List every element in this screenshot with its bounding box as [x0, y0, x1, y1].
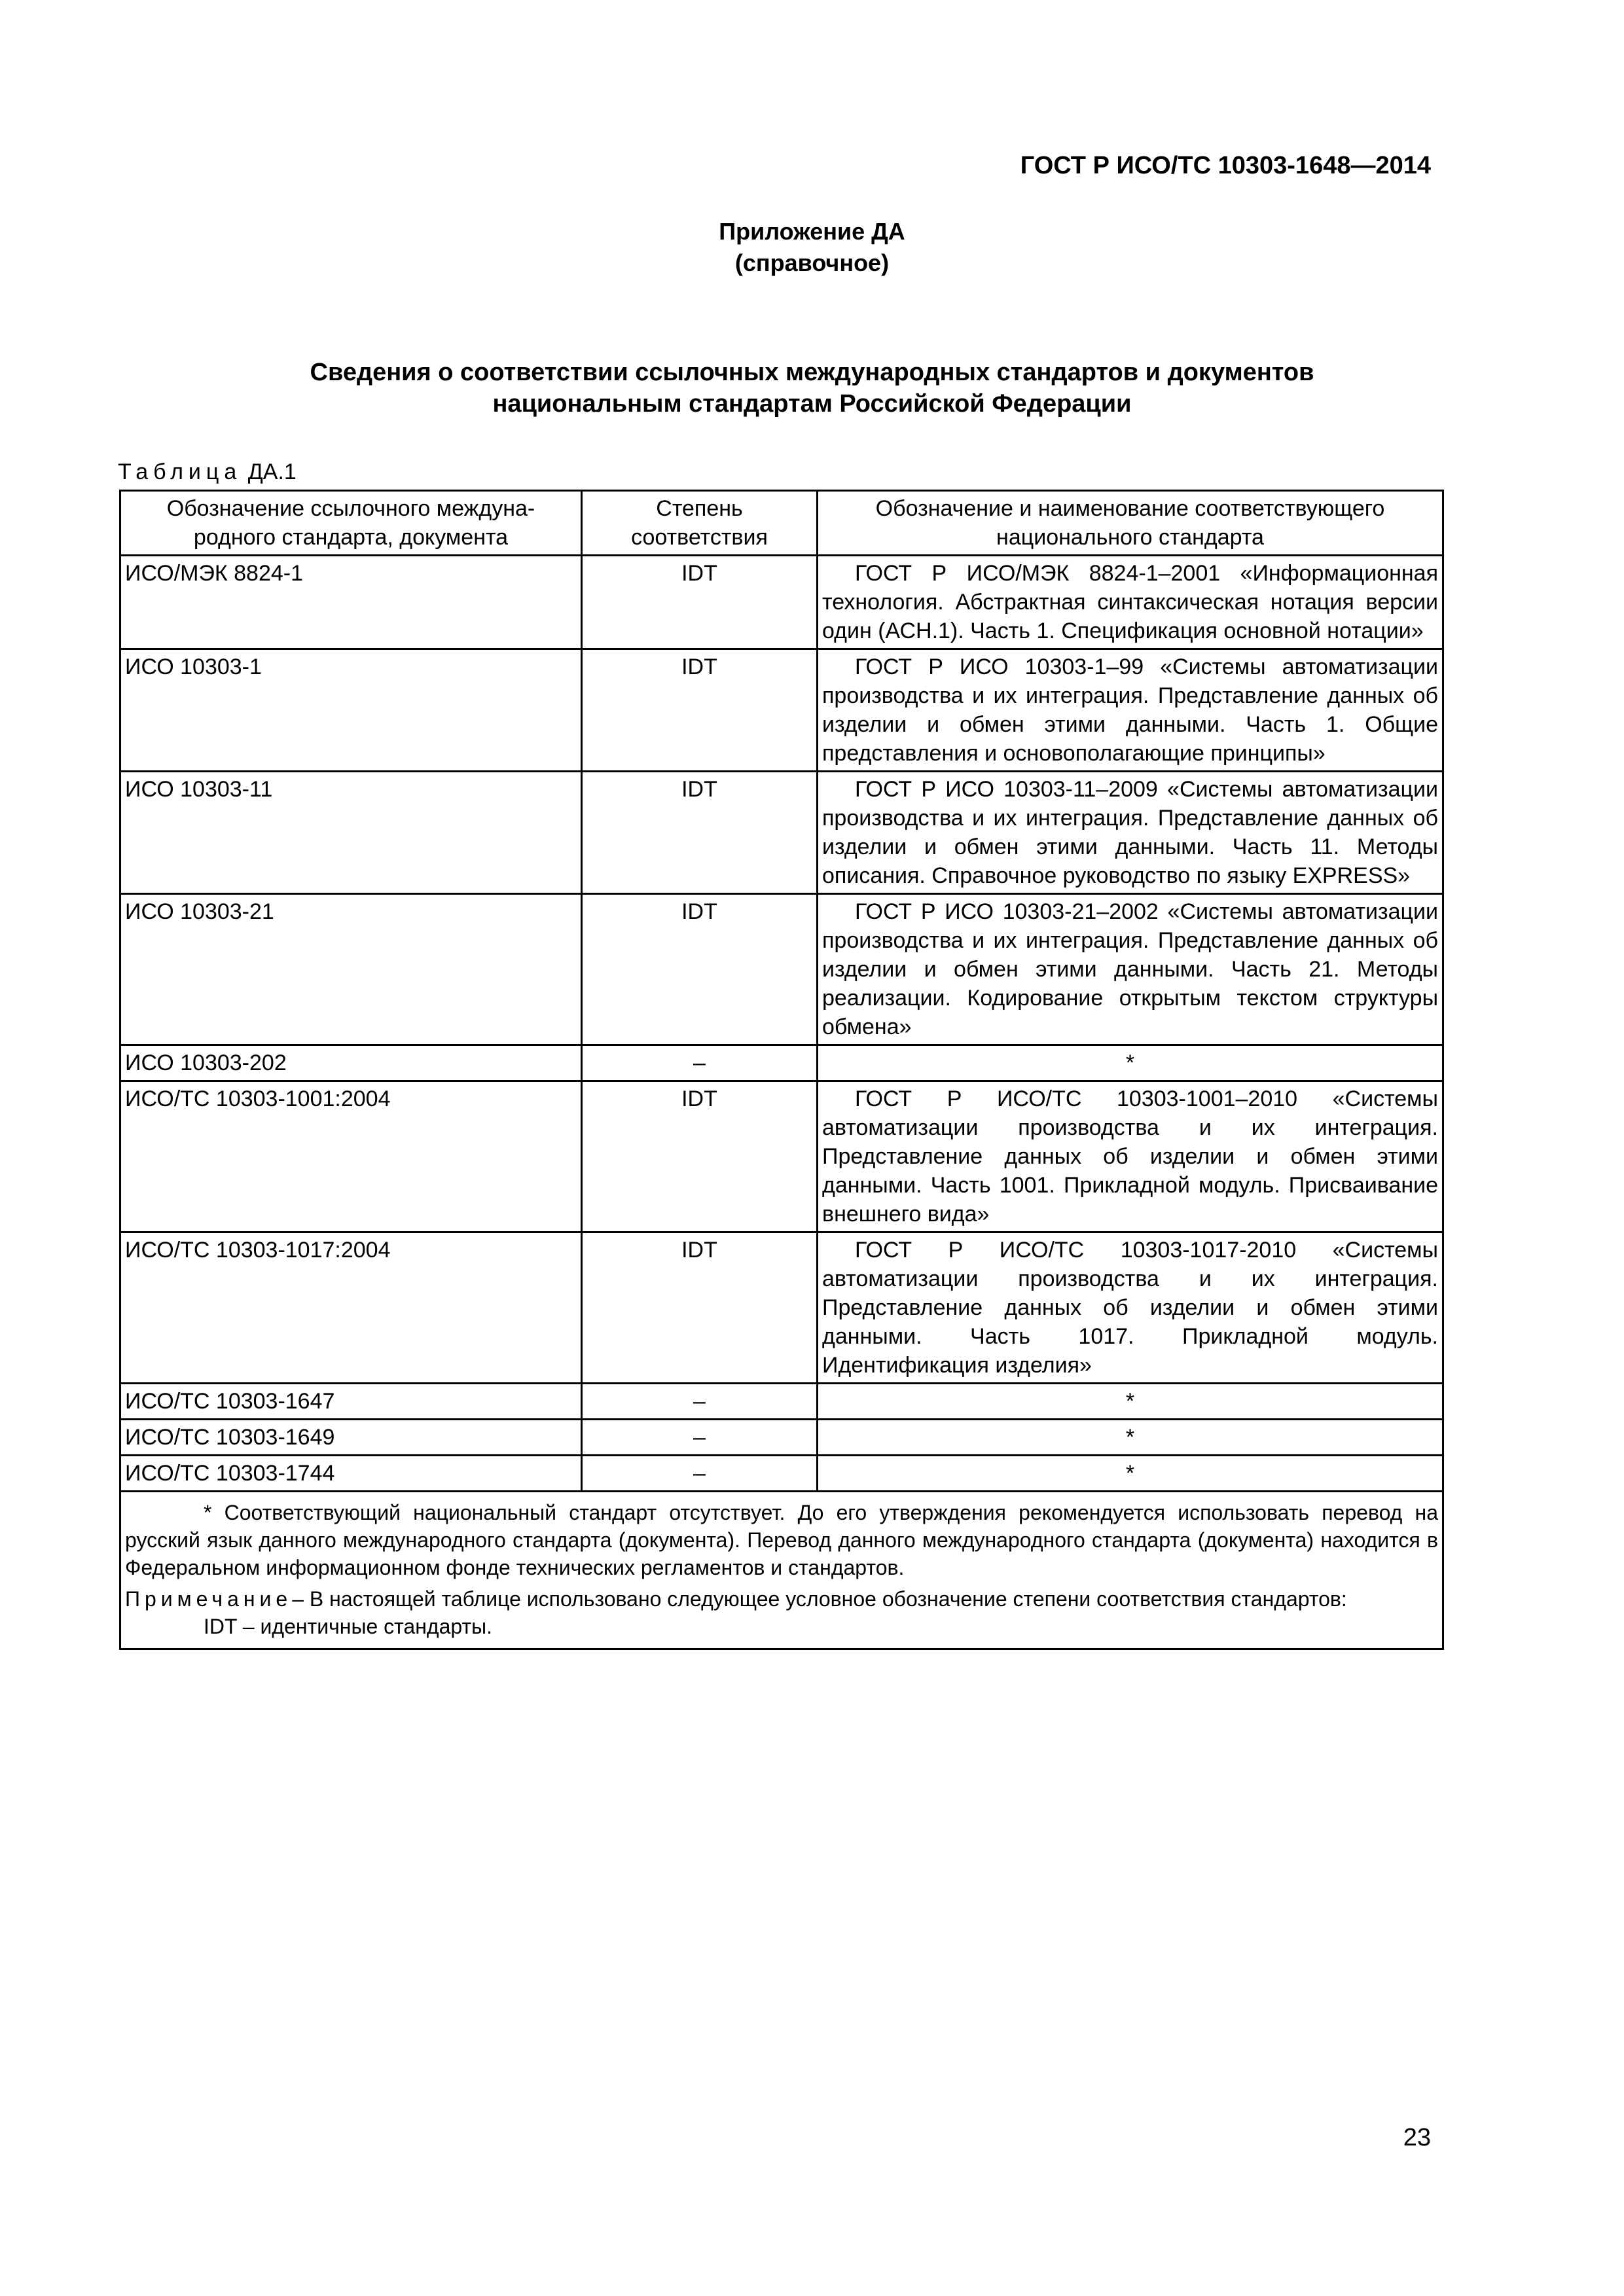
- cell-reference-standard: ИСО 10303-202: [120, 1045, 582, 1081]
- cell-reference-standard: ИСО/ТС 10303-1744: [120, 1456, 582, 1492]
- cell-national-standard: [818, 1232, 1443, 1384]
- table-row: [120, 1081, 1443, 1232]
- table-row: [120, 1045, 1443, 1081]
- table-body: [120, 556, 1443, 1492]
- cell-reference-standard: ИСО/ТС 10303-1647: [120, 1384, 582, 1420]
- table-row: [120, 1456, 1443, 1492]
- table-row: [120, 1384, 1443, 1420]
- cell-degree: IDT: [582, 1232, 818, 1384]
- cell-reference-standard: ИСО/ТС 10303-1017:2004: [120, 1232, 582, 1384]
- table-caption: [118, 458, 297, 486]
- appendix-subtitle: (справочное): [734, 249, 890, 276]
- section-title: [0, 357, 1624, 420]
- table-row: [120, 894, 1443, 1045]
- cell-degree: IDT: [582, 772, 818, 894]
- national-standard-text: ГОСТ Р ИСО/ТС 10303-1017-2010 «Системы автоматизации производства и их интеграция. Представление данных об изделии и обмен этими данными. Часть 1017. Прикладной модуль. Идентификация изделия»: [822, 1238, 1438, 1378]
- table-row: [120, 772, 1443, 894]
- table-row: [120, 556, 1443, 649]
- cell-national-standard: *: [818, 1456, 1443, 1492]
- cell-national-standard: [818, 556, 1443, 649]
- national-standard-text: ГОСТ Р ИСО/ТС 10303-1001–2010 «Системы автоматизации производства и их интеграция. Представление данных об изделии и обмен этими данными. Часть 1001. Прикладной модуль. Присваивание внешнего вида»: [822, 1086, 1438, 1227]
- section-title-line-1: Сведения о соответствии ссылочных международных стандартов и документов: [310, 359, 1314, 386]
- national-standard-text: ГОСТ Р ИСО/МЭК 8824-1–2001 «Информационная технология. Абстрактная синтаксическая нотация версии один (АСН.1). Часть 1. Спецификация основной нотации»: [822, 561, 1438, 643]
- national-standard-text: ГОСТ Р ИСО 10303-21–2002 «Системы автоматизации производства и их интеграция. Представление данных об изделии и обмен этими данными. Часть 21. Методы реализации. Кодирование открытым текстом структуры обмена»: [822, 899, 1438, 1039]
- cell-degree: IDT: [582, 556, 818, 649]
- table-footnote-row: [120, 1492, 1443, 1649]
- footnote-text: * Соответствующий национальный стандарт отсутствует. До его утверждения рекомендуется использовать перевод на русский язык данного международного стандарта (документа). Перевод данного международного стандарта (документа) находится в Федеральном информационном фонде технических регламентов и стандартов.: [125, 1501, 1438, 1579]
- section-title-line-2: национальным стандартам Российской Федерации: [492, 390, 1132, 418]
- cell-national-standard: *: [818, 1045, 1443, 1081]
- document-id-header: ГОСТ Р ИСО/ТС 10303-1648—2014: [1020, 152, 1431, 179]
- table-row: [120, 1420, 1443, 1456]
- cell-reference-standard: ИСО/ТС 10303-1649: [120, 1420, 582, 1456]
- cell-national-standard: *: [818, 1384, 1443, 1420]
- cell-national-standard: [818, 1081, 1443, 1232]
- table-footnote-cell: [120, 1492, 1443, 1649]
- cell-degree: IDT: [582, 649, 818, 772]
- header-national-standard: Обозначение и наименование соответствующего национального стандарта: [818, 491, 1443, 556]
- cell-reference-standard: ИСО/МЭК 8824-1: [120, 556, 582, 649]
- note-label: Примечание: [125, 1587, 293, 1611]
- cell-national-standard: *: [818, 1420, 1443, 1456]
- note-text: – В настоящей таблице использовано следующее условное обозначение степени соответствия стандартов:: [292, 1587, 1347, 1611]
- table-row: [120, 649, 1443, 772]
- table-caption-label: Таблица: [118, 459, 242, 484]
- page-number: 23: [1403, 2124, 1431, 2151]
- cell-national-standard: [818, 894, 1443, 1045]
- cell-degree: –: [582, 1045, 818, 1081]
- table-header-row: [120, 491, 1443, 556]
- cell-degree: –: [582, 1420, 818, 1456]
- cell-national-standard: [818, 649, 1443, 772]
- note-item: IDT – идентичные стандарты.: [204, 1615, 492, 1638]
- cell-degree: –: [582, 1384, 818, 1420]
- cell-degree: –: [582, 1456, 818, 1492]
- cell-reference-standard: ИСО/ТС 10303-1001:2004: [120, 1081, 582, 1232]
- cell-reference-standard: ИСО 10303-11: [120, 772, 582, 894]
- national-standard-text: ГОСТ Р ИСО 10303-1–99 «Системы автоматизации производства и их интеграция. Представление данных об изделии и обмен этими данными. Часть 1. Общие представления и основополагающие принципы»: [822, 655, 1438, 766]
- appendix-title: Приложение ДА: [719, 218, 905, 245]
- cell-degree: IDT: [582, 894, 818, 1045]
- correspondence-table: [119, 490, 1444, 1650]
- cell-degree: IDT: [582, 1081, 818, 1232]
- table-row: [120, 1232, 1443, 1384]
- table-caption-number: ДА.1: [247, 459, 297, 484]
- header-degree: Степень соответствия: [582, 491, 818, 556]
- cell-reference-standard: ИСО 10303-1: [120, 649, 582, 772]
- cell-reference-standard: ИСО 10303-21: [120, 894, 582, 1045]
- cell-national-standard: [818, 772, 1443, 894]
- appendix-heading: [0, 216, 1624, 279]
- national-standard-text: ГОСТ Р ИСО 10303-11–2009 «Системы автоматизации производства и их интеграция. Представление данных об изделии и обмен этими данными. Часть 11. Методы описания. Справочное руководство по языку EXPRESS»: [822, 777, 1438, 888]
- header-reference-standard: Обозначение ссылочного междуна-родного стандарта, документа: [120, 491, 582, 556]
